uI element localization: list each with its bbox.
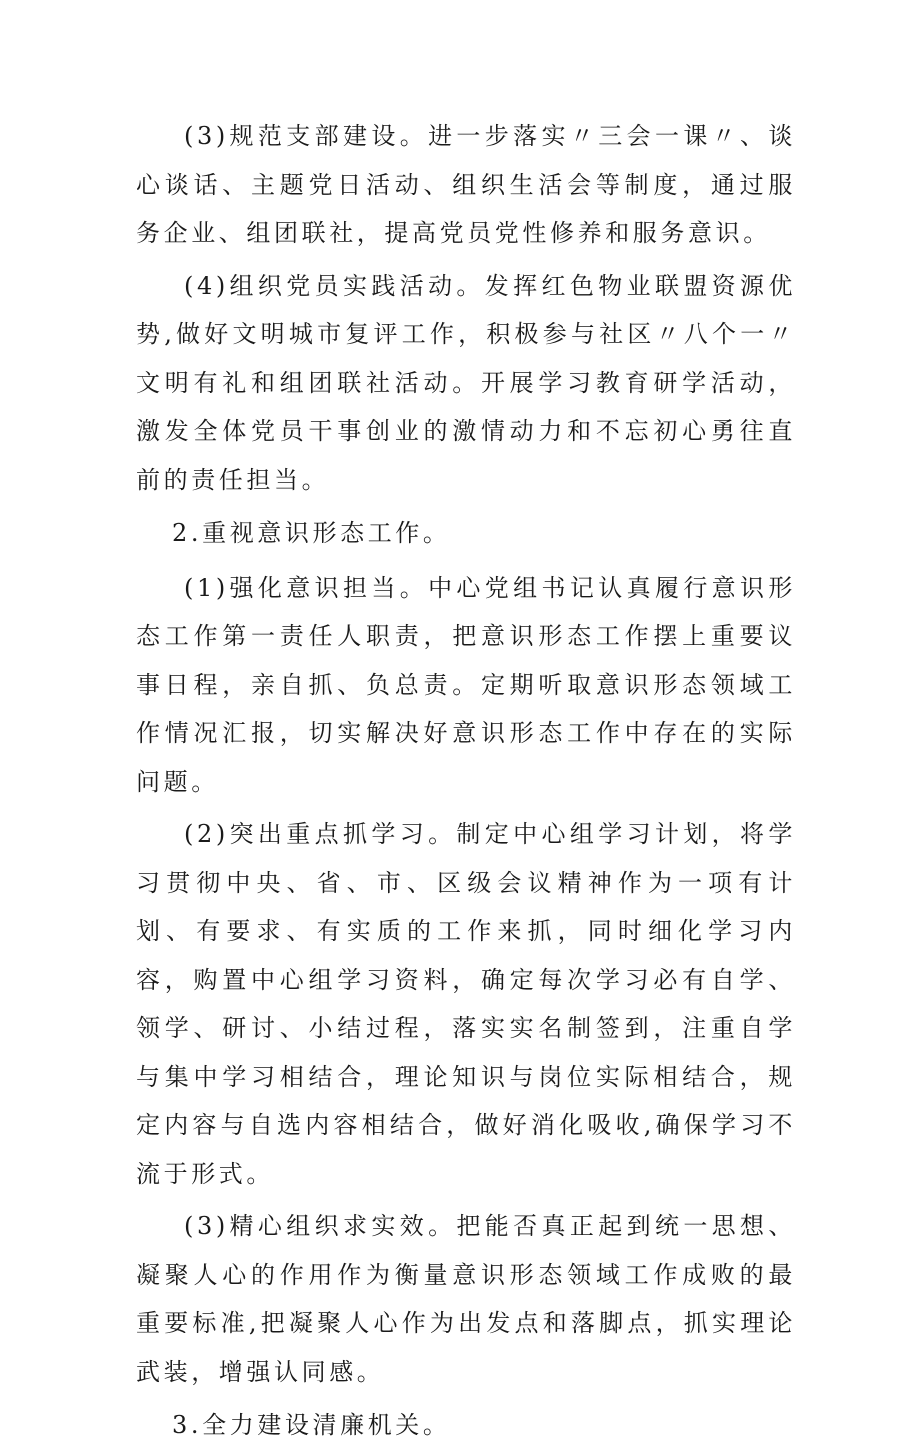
section-heading-ideology: 2.重视意识形态工作。 xyxy=(172,519,451,547)
paragraph-practical-results: (3)精心组织求实效。把能否真正起到统一思想、凝聚人心的作用作为衡量意识形态领域工作成败的最重要标准,把凝聚人心作为出发点和落脚点，抓实理论武装，增强认同感。 xyxy=(136,1212,796,1386)
paragraph-ideology-responsibility: (1)强化意识担当。中心党组书记认真履行意识形态工作第一责任人职责，把意识形态工作摆上重要议事日程，亲自抓、负总责。定期听取意识形态领域工作情况汇报，切实解决好意识形态工作中存在的实际问题。 xyxy=(136,573,796,796)
section-heading-clean-government: 3.全力建设清廉机关。 xyxy=(172,1411,451,1439)
paragraph-practice-activities: (4)组织党员实践活动。发挥红色物业联盟资源优势,做好文明城市复评工作，积极参与社区〃八个一〃文明有礼和组团联社活动。开展学习教育研学活动，激发全体党员干事创业的激情动力和不忘初心勇往直前的责任担当。 xyxy=(136,271,796,494)
document-body xyxy=(136,108,796,1456)
paragraph-focused-study: (2)突出重点抓学习。制定中心组学习计划，将学习贯彻中央、省、市、区级会议精神作为一项有计划、有要求、有实质的工作来抓，同时细化学习内容，购置中心组学习资料，确定每次学习必有自学、领学、研讨、小结过程，落实实名制签到，注重自学与集中学习相结合，理论知识与岗位实际相结合，规定内容与自选内容相结合，做好消化吸收,确保学习不流于形式。 xyxy=(136,820,796,1188)
paragraph-branch-building: (3)规范支部建设。进一步落实〃三会一课〃、谈心谈话、主题党日活动、组织生活会等制度，通过服务企业、组团联社，提高党员党性修养和服务意识。 xyxy=(136,122,796,247)
